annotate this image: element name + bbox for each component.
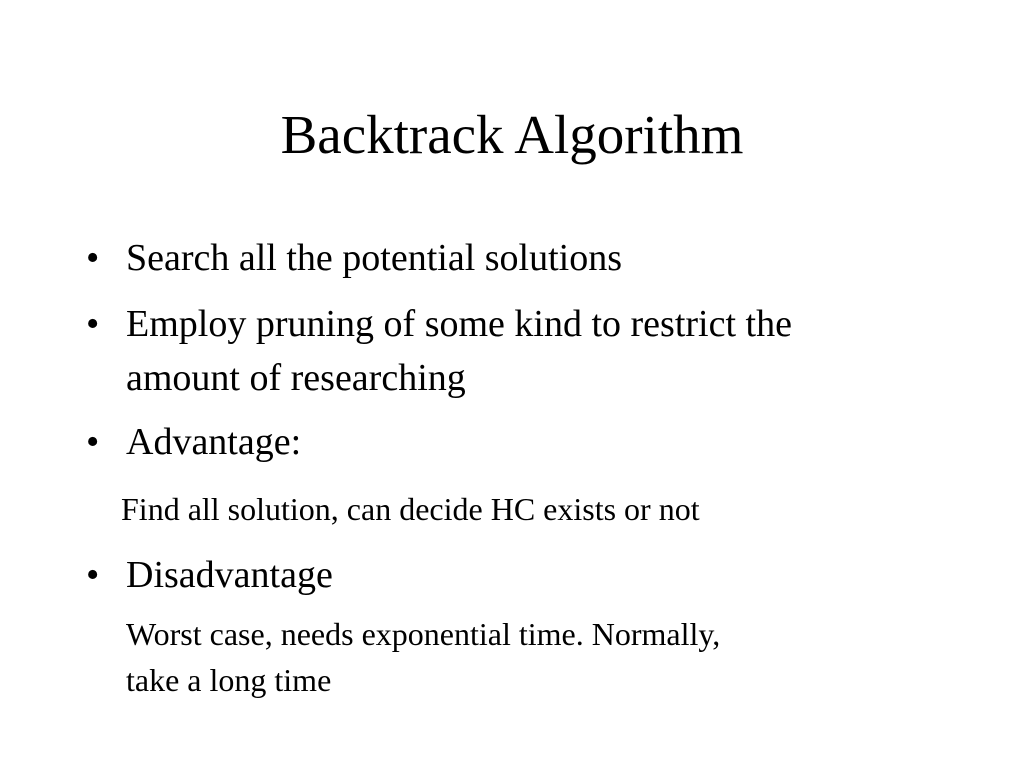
bullet-dot: • <box>86 421 100 463</box>
advantage-detail: Find all solution, can decide HC exists or not <box>121 491 700 527</box>
slide-title: Backtrack Algorithm <box>280 104 744 165</box>
bullet-text-line1: Employ pruning of some kind to restrict the <box>126 303 792 345</box>
bullet-text: Advantage: <box>126 421 302 463</box>
bullet-dot: • <box>86 303 100 345</box>
disadvantage-detail-line1: Worst case, needs exponential time. Normally, <box>126 616 721 652</box>
bullet-text-line2: amount of researching <box>126 357 466 399</box>
bullet-dot: • <box>86 237 100 279</box>
bullet-text: Disadvantage <box>126 554 333 596</box>
bullet-text: Search all the potential solutions <box>126 237 623 279</box>
disadvantage-detail-line2: take a long time <box>126 662 332 698</box>
bullet-dot: • <box>86 554 100 596</box>
